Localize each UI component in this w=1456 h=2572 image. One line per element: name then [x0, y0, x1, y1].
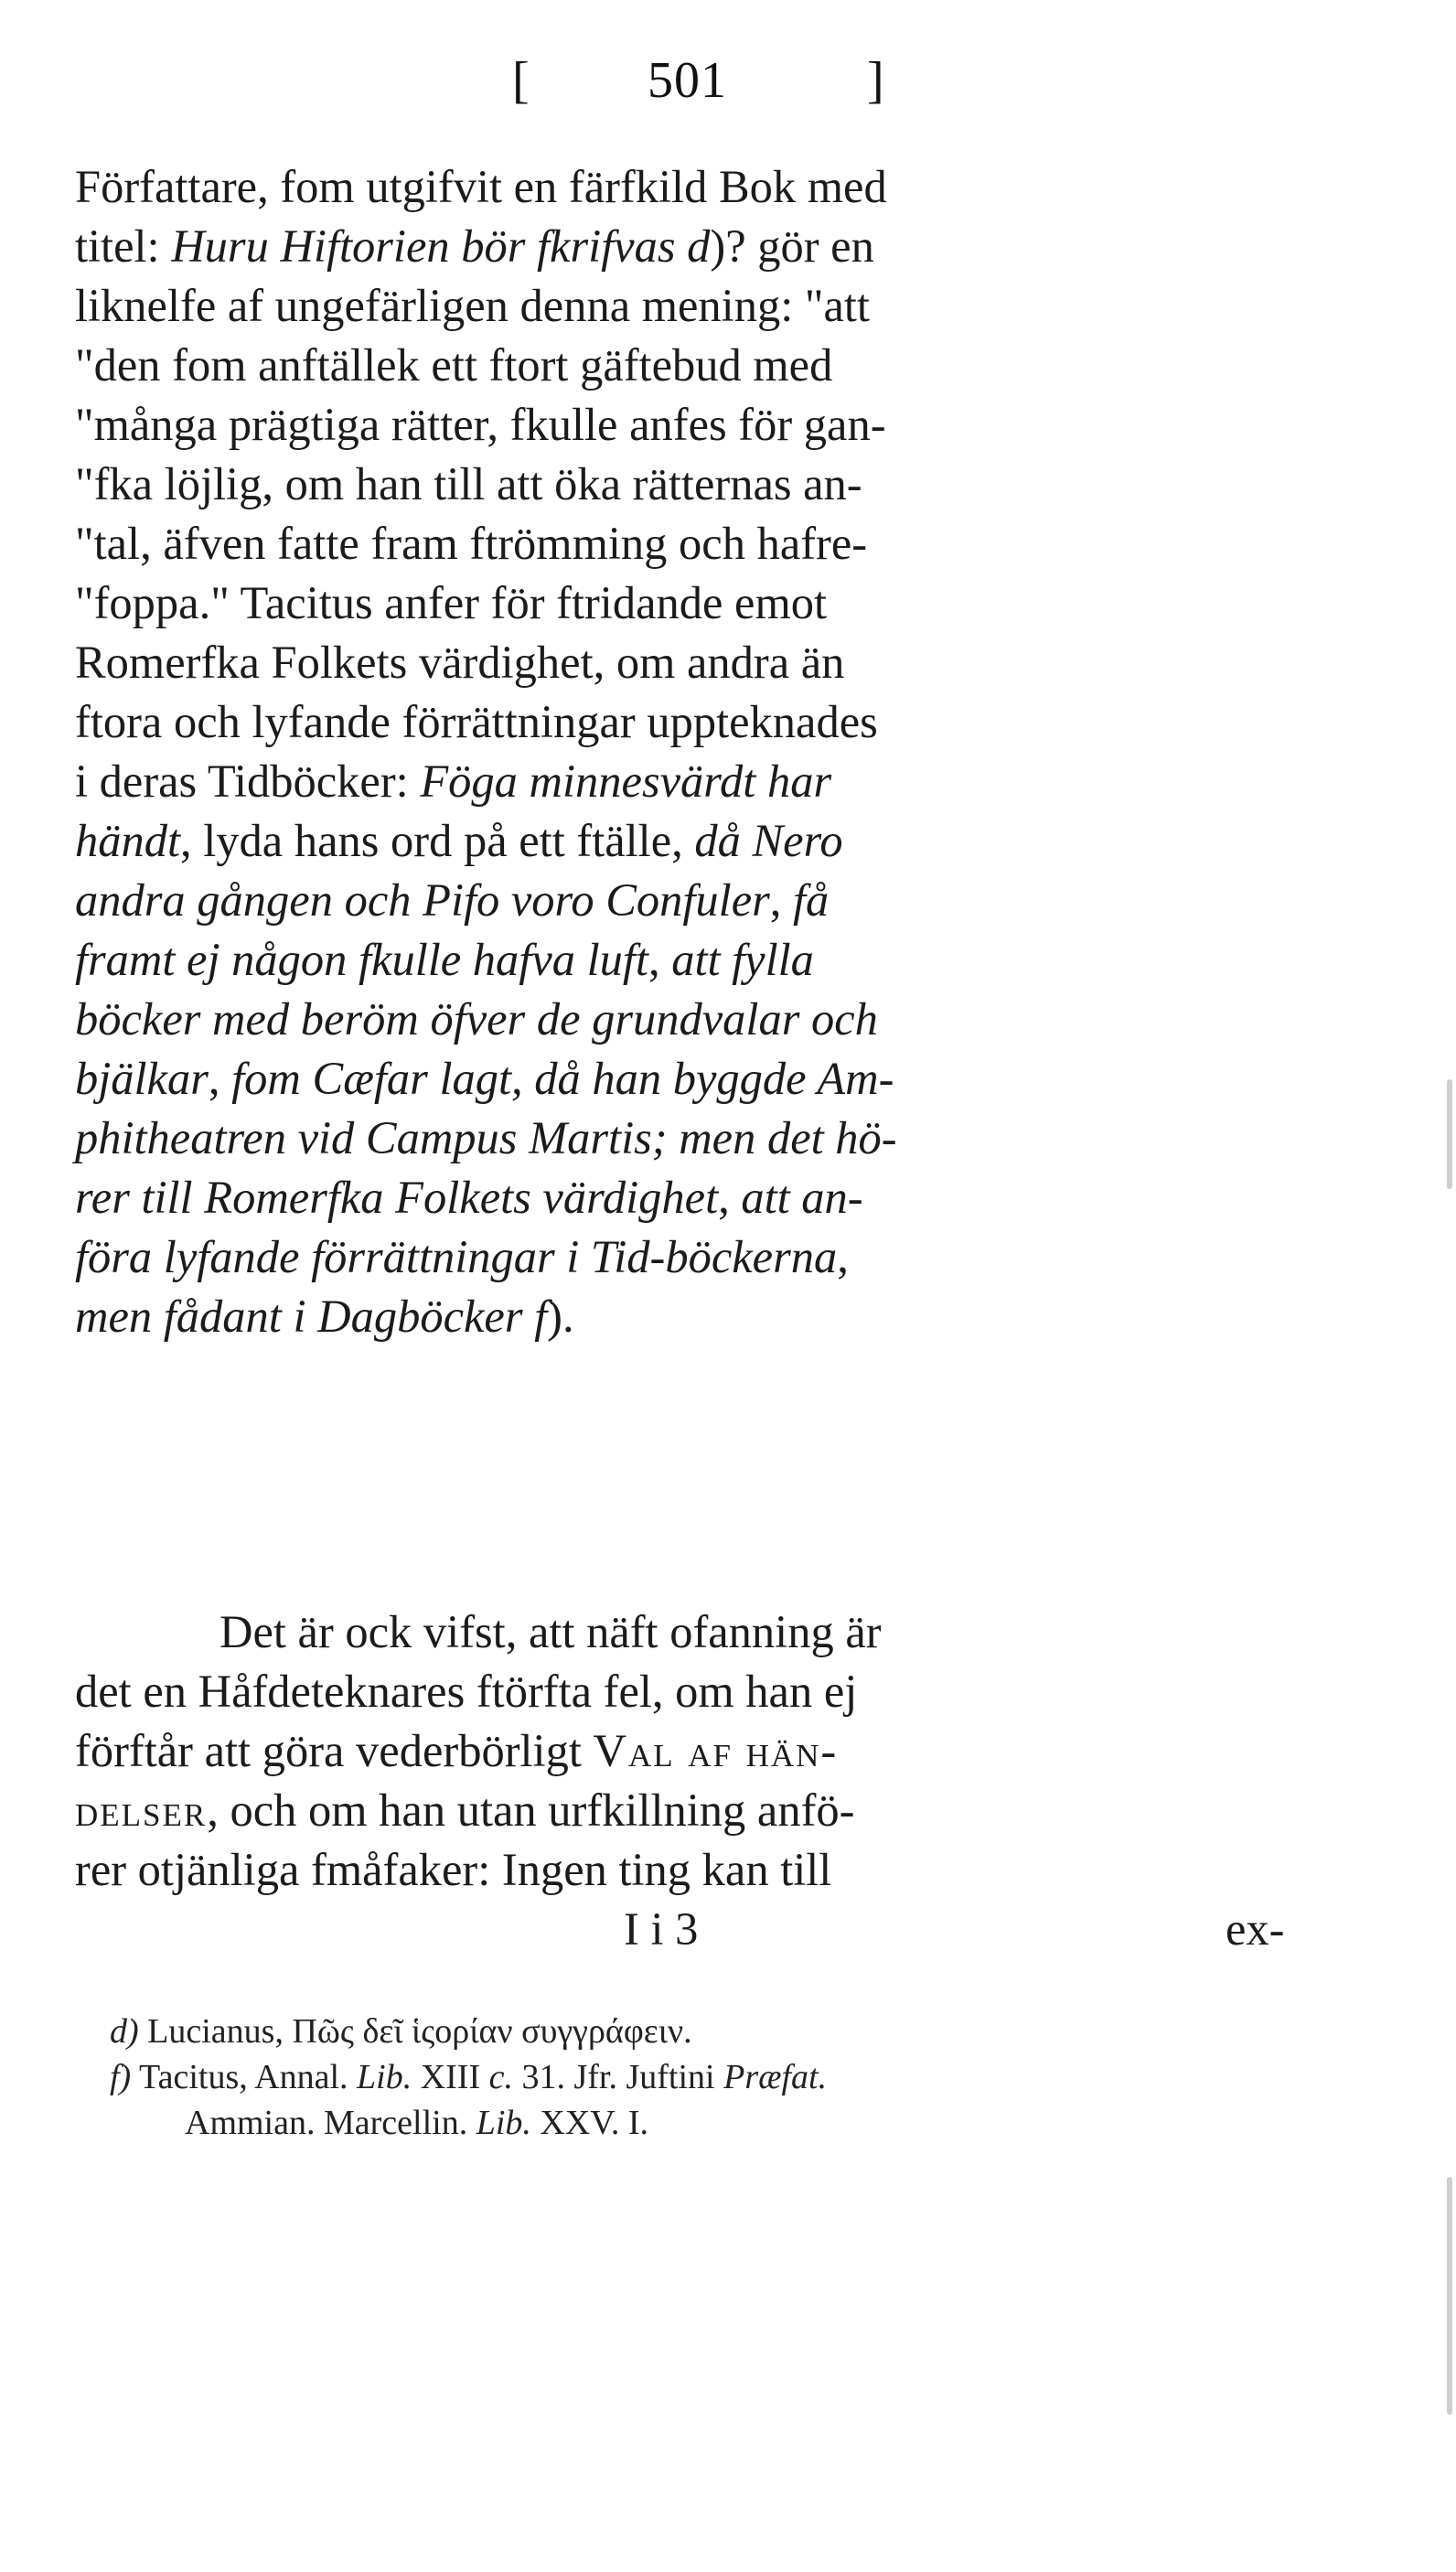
footnote-ref: Præfat. [723, 2058, 828, 2096]
small-caps-term: delser [75, 1784, 208, 1836]
footnote-text: Ammian. Marcellin. [185, 2104, 476, 2142]
italic-segment: böcker med beröm öfver de grundvalar och [75, 993, 878, 1045]
text-line: liknelfe af ungefärligen denna mening: "att [75, 280, 870, 331]
text-line [75, 1721, 1346, 1781]
text-line: Det är ock vifst, att näft ofanning är [219, 1606, 882, 1657]
text-line [75, 1227, 1346, 1287]
paragraph-second [75, 1602, 1346, 1959]
text-line [75, 1781, 1346, 1840]
footnote-continuation [110, 2100, 1372, 2146]
text-segment: förftår att göra vederbörligt [75, 1725, 594, 1776]
text-line [75, 1049, 1346, 1109]
catchword: ex- [1226, 1903, 1285, 1955]
page-edge-mark [1447, 1079, 1452, 1189]
footnote-text: Lucianus, Πῶς δεῖ ἱςορίαν συγγράφειν. [138, 2012, 692, 2051]
header-bracket-left: [ [512, 52, 530, 109]
text-line: "många prägtiga rätter, fkulle anfes för gan- [75, 399, 886, 450]
text-segment: , [837, 1231, 849, 1282]
italic-segment: fom Cæfar lagt, då han byggde Am- [231, 1053, 894, 1104]
italic-segment: rer till Romerfka Folkets värdighet [75, 1172, 719, 1223]
text-line: "fka löjlig, om han till att öka rätternas an- [75, 458, 862, 509]
text-line: rer otjänliga fmåfaker: Ingen ting kan till [75, 1844, 832, 1895]
paragraph-main [75, 157, 1346, 1346]
footnote-d [110, 2009, 1372, 2054]
text-line [75, 1287, 1346, 1346]
footnote-ref: c. [488, 2058, 513, 2096]
text-line [75, 990, 1346, 1049]
text-segment: )? gör en [710, 220, 874, 272]
italic-segment: föra lyfande förrättningar i Tid-böckerna [75, 1231, 838, 1282]
text-line: ftora och lyfande förrättningar uppteknades [75, 696, 878, 747]
text-segment: , [718, 1172, 742, 1223]
footnote-f [110, 2054, 1372, 2100]
text-line [75, 811, 1346, 871]
italic-segment: Huru Hiftorien bör fkrifvas d [171, 220, 711, 272]
footnote-text: 31. Jfr. Juftini [512, 2058, 724, 2096]
italic-segment: händt [75, 815, 181, 866]
italic-segment: phitheatren vid Campus Martis; men det hö- [75, 1112, 897, 1163]
page-header [494, 44, 915, 117]
text-line [75, 1109, 1346, 1168]
italic-segment: att an- [741, 1172, 863, 1223]
italic-segment: andra gången och Pifo voro Confuler [75, 874, 770, 926]
text-segment: , lyda hans ord på ett ftälle, [180, 815, 695, 866]
text-line [75, 217, 1346, 276]
text-line [75, 752, 1346, 811]
italic-segment: att fylla [671, 934, 814, 985]
italic-segment: bjälkar [75, 1053, 209, 1104]
text-segment: ). [547, 1291, 574, 1342]
signature-line [75, 1900, 1346, 1959]
text-line: "foppa." Tacitus anfer för ftridande emot [75, 577, 828, 628]
text-segment: , [648, 934, 672, 985]
footnote-mark: f) [110, 2058, 132, 2096]
text-line: Romerfka Folkets värdighet, om andra än [75, 637, 845, 688]
footnote-ref: Lib. [357, 2058, 412, 2096]
italic-segment: men fådant i Dagböcker f [75, 1291, 548, 1342]
italic-segment: få [793, 874, 830, 926]
text-line [75, 930, 1346, 990]
header-bracket-right: ] [867, 52, 884, 109]
italic-segment: då Nero [694, 815, 843, 866]
italic-segment: Föga minnesvärdt har [420, 756, 832, 807]
text-segment: , [208, 1053, 232, 1104]
footnote-text: XIII [412, 2058, 489, 2096]
text-line: "tal, äfven fatte fram ftrömming och hafre- [75, 518, 868, 569]
text-segment: , och om han utan urfkillning anfö- [207, 1784, 855, 1836]
text-line: det en Håfdeteknares ftörfta fel, om han ej [75, 1666, 858, 1717]
page-edge-mark [1447, 2177, 1452, 2415]
text-segment: titel: [75, 220, 172, 272]
text-line: Författare, fom utgifvit en färfkild Bok med [75, 161, 887, 212]
footnote-text: Tacitus, Annal. [131, 2058, 357, 2096]
text-segment: i deras Tidböcker: [75, 756, 421, 807]
small-caps-term: Val af hän- [593, 1725, 839, 1776]
footnote-text: XXV. I. [530, 2104, 648, 2142]
signature-mark: I i 3 [624, 1903, 699, 1955]
text-line [75, 1168, 1346, 1227]
page-number: 501 [648, 52, 727, 109]
footnote-ref: Lib. [476, 2104, 531, 2142]
text-line [75, 871, 1346, 930]
text-segment: , [769, 874, 794, 926]
footnotes [110, 2009, 1372, 2146]
italic-segment: framt ej någon fkulle hafva luft [75, 934, 648, 985]
footnote-mark: d) [110, 2012, 139, 2051]
text-line: "den fom anftällek ett ftort gäftebud med [75, 339, 833, 391]
